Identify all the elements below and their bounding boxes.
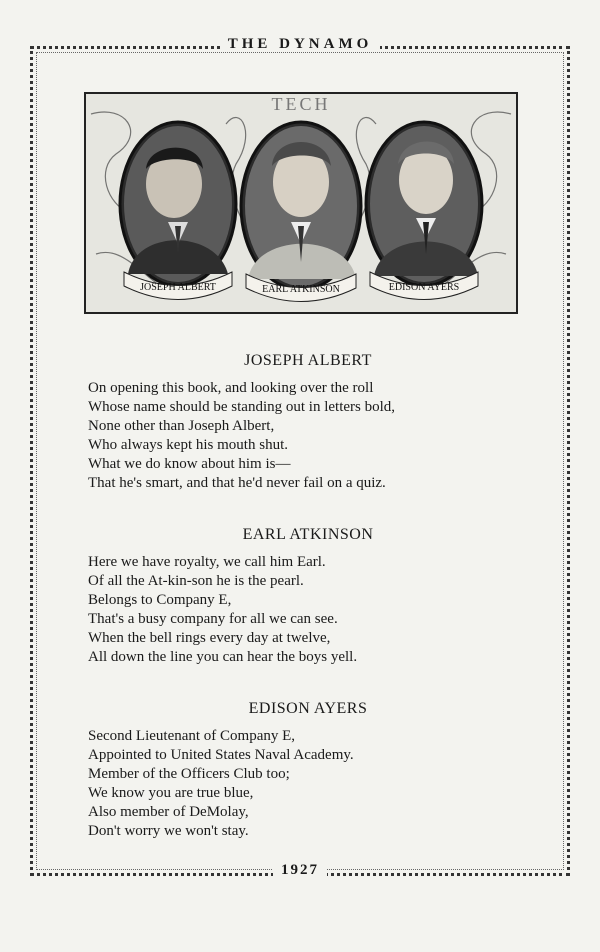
poem-line: Second Lieutenant of Company E, (88, 728, 296, 744)
poem-line: That he's smart, and that he'd never fail on a quiz. (88, 475, 386, 491)
portrait-name-2: EARL ATKINSON (262, 284, 340, 295)
poem-line: Don't worry we won't stay. (88, 823, 249, 839)
poem-line: We know you are true blue, (88, 785, 254, 801)
page-footer (0, 862, 600, 879)
poem-line: Here we have royalty, we call him Earl. (88, 554, 326, 570)
poem-line: On opening this book, and looking over the roll (88, 380, 374, 396)
poem-line: Member of the Officers Club too; (88, 766, 290, 782)
header-title: THE DYNAMO (220, 36, 381, 52)
poem-line: None other than Joseph Albert, (88, 418, 275, 434)
poem-line: What we do know about him is— (88, 456, 291, 472)
poem-line: All down the line you can hear the boys yell. (88, 649, 358, 665)
footer-year: 1927 (273, 862, 327, 878)
poem-line: That's a busy company for all we can see. (88, 611, 338, 627)
portrait-name-3: EDISON AYERS (388, 282, 460, 293)
portrait-edison-ayers (366, 122, 482, 286)
poem-line: Who always kept his mouth shut. (88, 437, 288, 453)
portrait-panel-art (86, 94, 516, 312)
poem-edison-ayers (88, 700, 528, 841)
portrait-name-1: JOSEPH ALBERT (140, 282, 216, 293)
poem-joseph-albert (88, 352, 528, 493)
poem-line: Appointed to United States Naval Academy. (88, 747, 354, 763)
portrait-panel (84, 92, 518, 314)
poems-section (88, 352, 528, 874)
poem-line: Of all the At-kin-son he is the pearl. (88, 573, 304, 589)
poem-line: Also member of DeMolay, (88, 804, 249, 820)
poem-line: Whose name should be standing out in letters bold, (88, 399, 396, 415)
poem-title: JOSEPH ALBERT (244, 352, 372, 369)
poem-earl-atkinson (88, 526, 528, 667)
poem-line: When the bell rings every day at twelve, (88, 630, 331, 646)
portrait-earl-atkinson (241, 122, 361, 290)
poem-line: Belongs to Company E, (88, 592, 232, 608)
portrait-joseph-albert (120, 122, 236, 286)
poem-title: EDISON AYERS (248, 700, 368, 717)
poem-title: EARL ATKINSON (242, 526, 374, 543)
page-header (0, 36, 600, 53)
banner-text: TECH (271, 94, 331, 114)
